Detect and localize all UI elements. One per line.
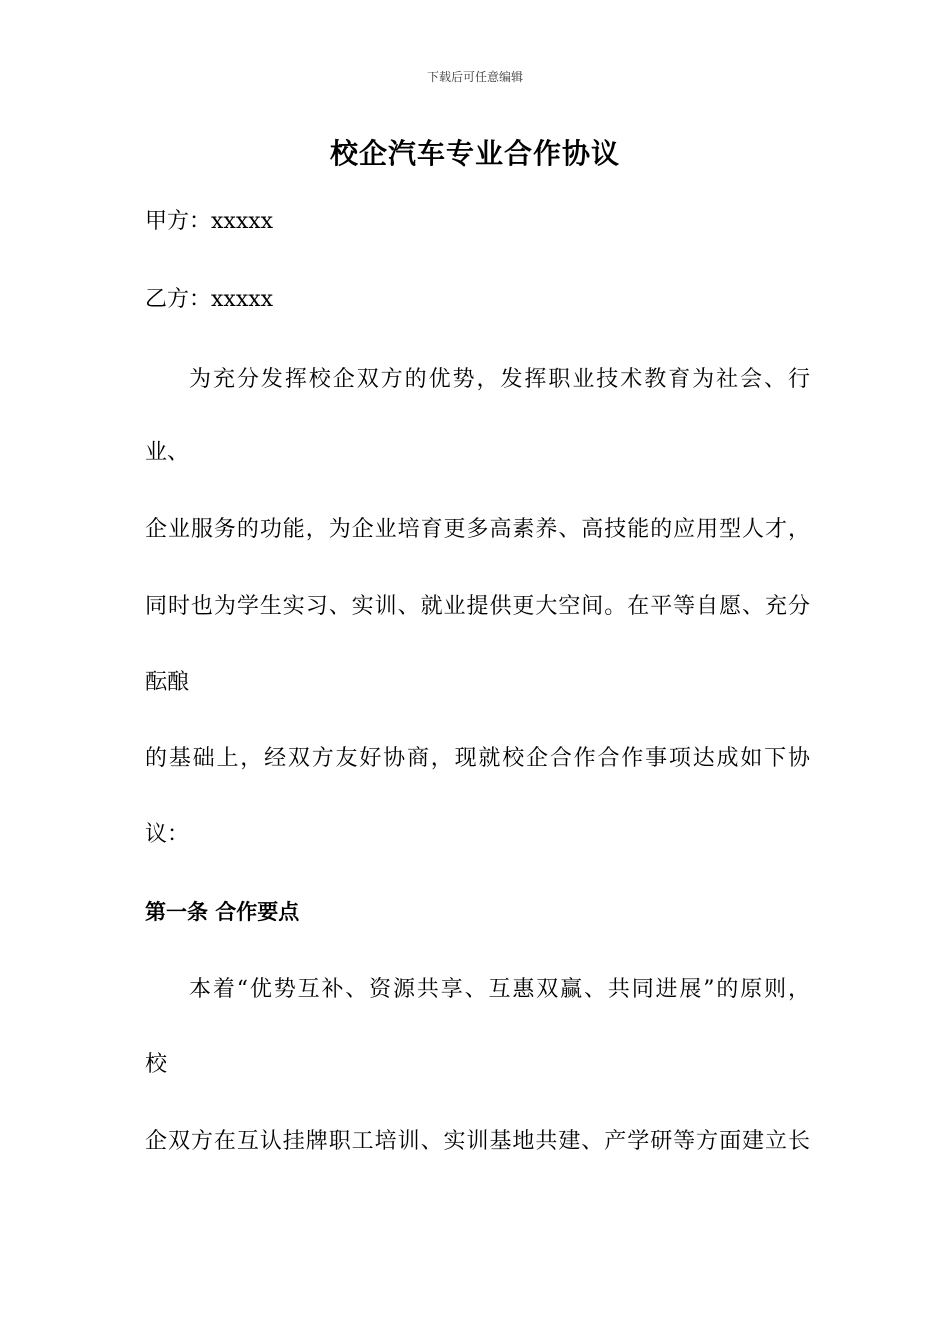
intro-line-6: 的基础上，经双方友好协商，现就校企合作合作事项达成如下协 bbox=[145, 746, 810, 771]
intro-line-4: 同时也为学生实习、实训、就业提供更大空间。在平等自愿、充分 bbox=[145, 594, 810, 619]
document-title: 校企汽车专业合作协议 bbox=[329, 137, 620, 170]
article-1-line-2: 校 bbox=[145, 1052, 168, 1077]
article-1-line-3: 企双方在互认挂牌职工培训、实训基地共建、产学研等方面建立长 bbox=[145, 1129, 810, 1154]
article-1-line-1: 本着“优势互补、资源共享、互惠双赢、共同进展”的原则， bbox=[189, 977, 810, 1002]
header-note: 下载后可任意编辑 bbox=[426, 70, 523, 84]
intro-line-1: 为充分发挥校企双方的优势，发挥职业技术教育为社会、行 bbox=[189, 367, 810, 392]
intro-line-2: 业、 bbox=[145, 440, 190, 465]
intro-line-3: 企业服务的功能，为企业培育更多高素养、高技能的应用型人才， bbox=[145, 517, 810, 542]
intro-line-7: 议： bbox=[145, 822, 190, 847]
party-b-line: 乙方：xxxxx bbox=[145, 287, 274, 312]
party-a-line: 甲方：xxxxx bbox=[145, 209, 274, 234]
article-1-heading: 第一条 合作要点 bbox=[145, 900, 300, 924]
intro-line-5: 酝酿 bbox=[145, 670, 190, 695]
